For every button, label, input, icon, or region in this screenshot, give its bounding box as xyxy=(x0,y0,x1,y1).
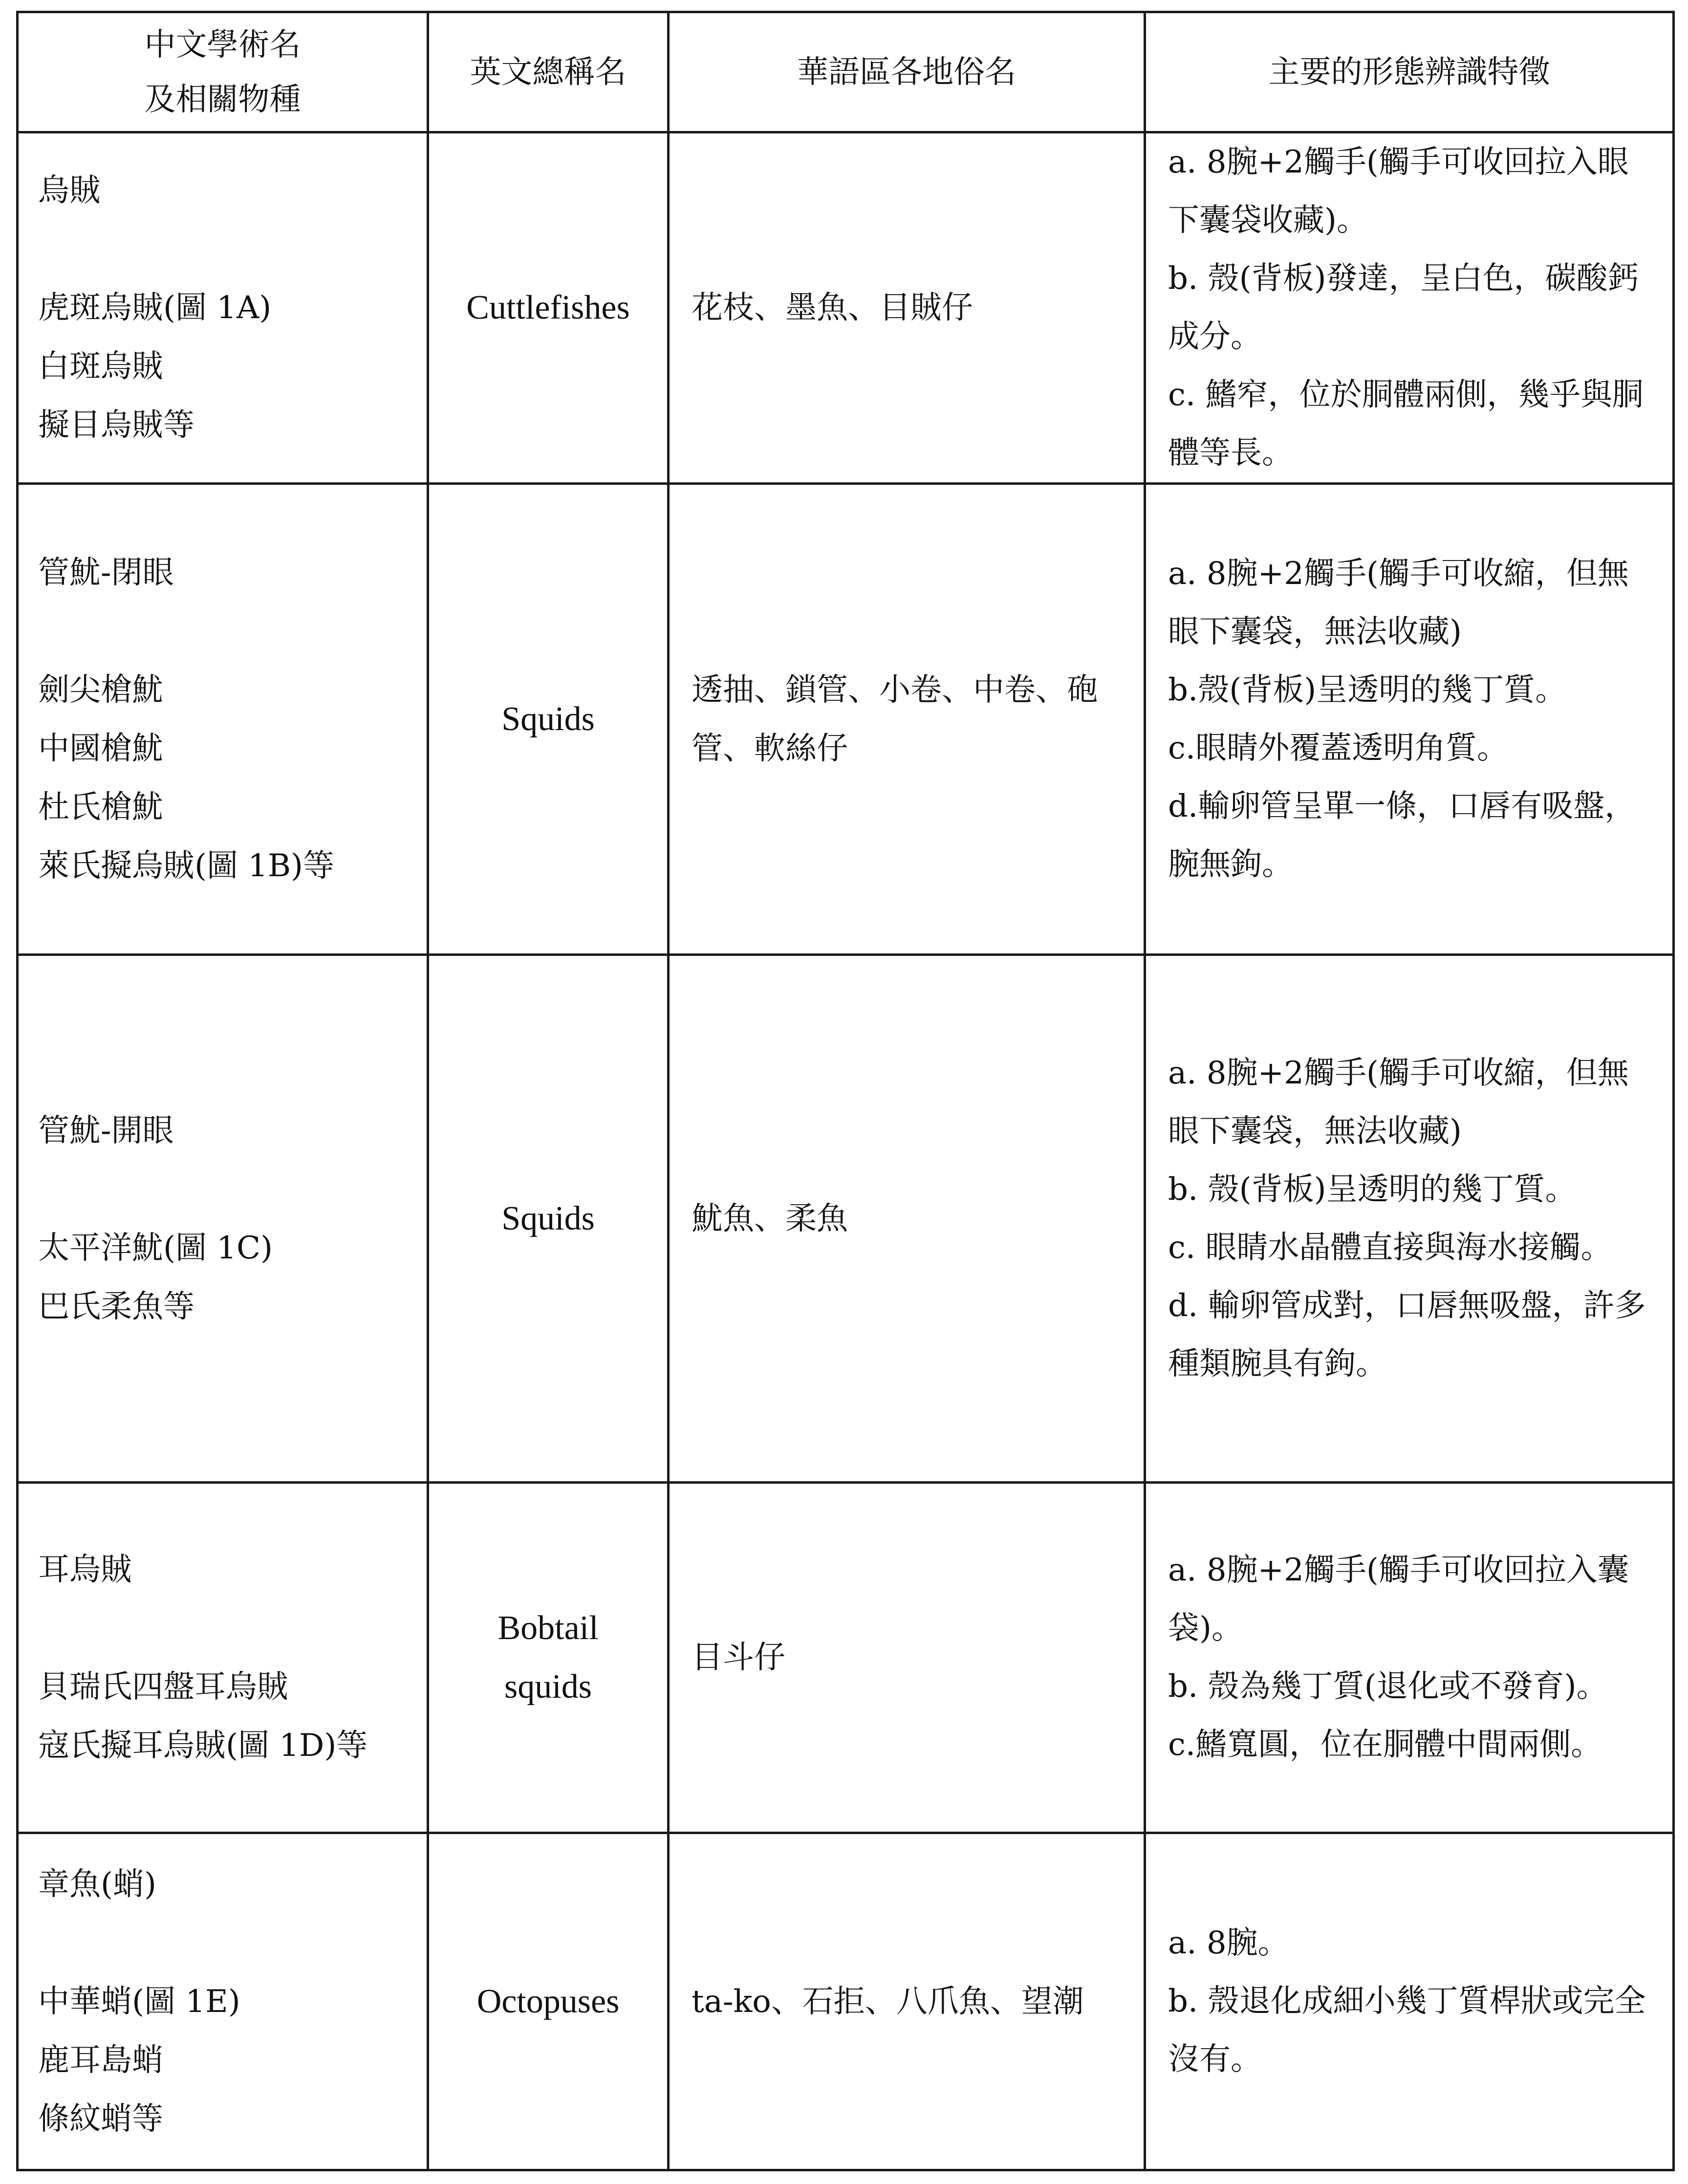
chinese-name-cell xyxy=(18,1833,428,2170)
local-names-cell: 花枝、墨魚、目賊仔 xyxy=(669,132,1145,484)
local-names-cell: 目斗仔 xyxy=(669,1483,1145,1833)
features-cell xyxy=(1145,1833,1674,2170)
table-row xyxy=(18,1483,1674,1833)
group-name: 耳烏賊 xyxy=(38,1552,132,1588)
species-name: 中華蛸(圖 1E) xyxy=(38,1983,240,2020)
feature-item: c.眼睛外覆蓋透明角質。 xyxy=(1168,730,1509,766)
feature-item: d.輸卵管呈單一條，口唇有吸盤，腕無鉤。 xyxy=(1168,788,1636,883)
features-cell xyxy=(1145,1483,1674,1833)
feature-item: a. 8腕+2觸手(觸手可收縮，但無眼下囊袋，無法收藏) xyxy=(1168,555,1629,650)
feature-item: d. 輸卵管成對，口唇無吸盤，許多種類腕具有鉤。 xyxy=(1168,1287,1646,1382)
feature-item: a. 8腕+2觸手(觸手可收回拉入眼下囊袋收藏)。 xyxy=(1168,144,1629,238)
species-name: 寇氏擬耳烏賊(圖 1D)等 xyxy=(38,1728,368,1764)
english-name-cell: Squids xyxy=(428,955,669,1483)
features-cell xyxy=(1145,132,1674,484)
species-name: 條紋蛸等 xyxy=(38,2100,163,2137)
species-name: 鹿耳島蛸 xyxy=(38,2042,163,2078)
group-name: 管魷-開眼 xyxy=(38,1112,174,1149)
header-features: 主要的形態辨識特徵 xyxy=(1145,12,1674,132)
species-name: 劍尖槍魷 xyxy=(38,671,163,708)
features-cell xyxy=(1145,955,1674,1483)
feature-item: b. 殼(背板)發達，呈白色，碳酸鈣成分。 xyxy=(1168,260,1639,355)
species-name: 虎斑烏賊(圖 1A) xyxy=(38,290,272,326)
species-name: 巴氏柔魚等 xyxy=(38,1288,195,1325)
table-row xyxy=(18,484,1674,955)
table-row xyxy=(18,132,1674,484)
chinese-name-cell xyxy=(18,1483,428,1833)
english-name-cell: Squids xyxy=(428,484,669,955)
local-names-cell: 透抽、鎖管、小卷、中卷、砲管、軟絲仔 xyxy=(669,484,1145,955)
table-row xyxy=(18,1833,1674,2170)
species-name: 杜氏槍魷 xyxy=(38,789,163,825)
species-name: 萊氏擬烏賊(圖 1B)等 xyxy=(38,847,335,884)
feature-item: b. 殼退化成細小幾丁質桿狀或完全沒有。 xyxy=(1168,1983,1646,2077)
species-name: 太平洋魷(圖 1C) xyxy=(38,1230,273,1266)
table-header-row xyxy=(18,12,1674,132)
group-name: 烏賊 xyxy=(38,173,101,209)
species-name: 中國槍魷 xyxy=(38,730,163,767)
group-name: 管魷-閉眼 xyxy=(38,554,174,591)
feature-item: c. 鰭窄，位於胴體兩側，幾乎與胴體等長。 xyxy=(1168,377,1644,471)
header-local-names: 華語區各地俗名 xyxy=(669,12,1145,132)
header-english-name: 英文總稱名 xyxy=(428,12,669,132)
cephalopod-classification-table xyxy=(16,11,1675,2171)
feature-item: a. 8腕+2觸手(觸手可收回拉入囊袋)。 xyxy=(1168,1552,1629,1646)
english-name-cell: Cuttlefishes xyxy=(428,132,669,484)
species-name: 擬目烏賊等 xyxy=(38,407,195,443)
feature-item: a. 8腕。 xyxy=(1168,1925,1289,1961)
table-row xyxy=(18,955,1674,1483)
chinese-name-cell xyxy=(18,484,428,955)
english-name-cell: Bobtail squids xyxy=(428,1483,669,1833)
local-names-cell: ta-ko、石拒、八爪魚、望潮 xyxy=(669,1833,1145,2170)
feature-item: b.殼(背板)呈透明的幾丁質。 xyxy=(1168,671,1567,708)
chinese-name-cell xyxy=(18,955,428,1483)
feature-item: c. 眼睛水晶體直接與海水接觸。 xyxy=(1168,1229,1612,1266)
header-chinese-name: 中文學術名 及相關物種 xyxy=(18,12,428,132)
group-name: 章魚(蛸) xyxy=(38,1866,156,1903)
features-cell xyxy=(1145,484,1674,955)
chinese-name-cell xyxy=(18,132,428,484)
species-name: 貝瑞氏四盤耳烏賊 xyxy=(38,1669,288,1705)
feature-item: a. 8腕+2觸手(觸手可收縮，但無眼下囊袋，無法收藏) xyxy=(1168,1055,1629,1149)
english-name-cell: Octopuses xyxy=(428,1833,669,2170)
species-name: 白斑烏賊 xyxy=(38,348,163,385)
feature-item: b. 殼(背板)呈透明的幾丁質。 xyxy=(1168,1171,1577,1208)
local-names-cell: 魷魚、柔魚 xyxy=(669,955,1145,1483)
feature-item: b. 殼為幾丁質(退化或不發育)。 xyxy=(1168,1668,1608,1705)
feature-item: c.鰭寬圓，位在胴體中間兩側。 xyxy=(1168,1727,1602,1763)
